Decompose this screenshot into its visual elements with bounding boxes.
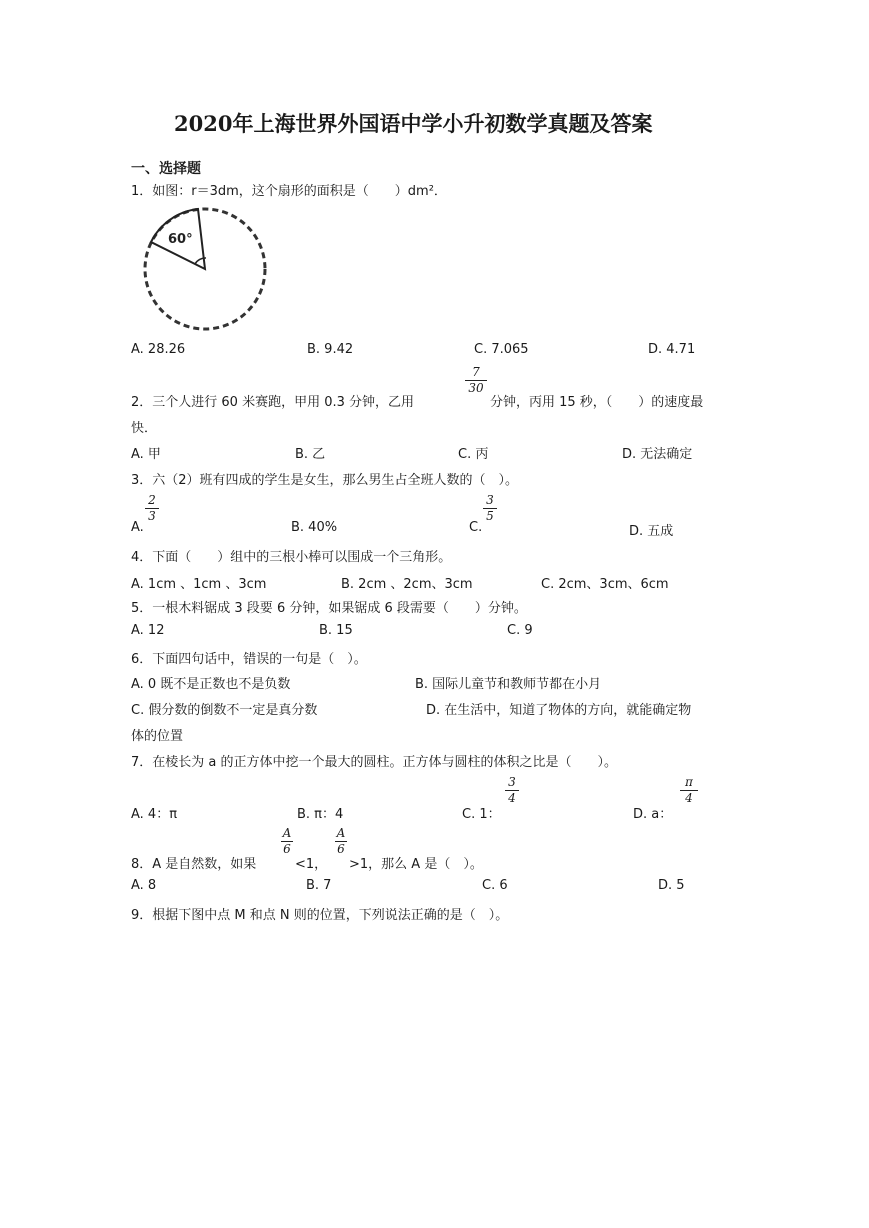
q7-option-b: B. π：4 (297, 807, 344, 822)
q5-option-b: B. 15 (319, 623, 353, 638)
q7-option-c: C. 1： (462, 807, 501, 822)
q7-option-a: A. 4：π (131, 807, 178, 822)
question-1-text: 1．如图：r＝3dm，这个扇形的面积是（ ）dm²． (131, 184, 447, 199)
q4-option-b: B. 2cm 、2cm、3cm (341, 577, 473, 592)
question-4-text: 4．下面（ ）组中的三根小棒可以围成一个三角形。 (131, 550, 452, 565)
q2-option-a: A. 甲 (131, 447, 161, 462)
question-9-text: 9．根据下图中点 M 和点 N 则的位置，下列说法正确的是（ ）。 (131, 908, 509, 923)
q1-option-c: C. 7.065 (474, 342, 529, 357)
q1-option-a: A. 28.26 (131, 342, 186, 357)
q2-fraction: 7 30 (465, 366, 487, 395)
question-7-text: 7．在棱长为 a 的正方体中挖一个最大的圆柱。正方体与圆柱的体积之比是（ ）。 (131, 755, 618, 770)
page-title: 2020年上海世界外国语中学小升初数学真题及答案 (174, 111, 653, 136)
question-2-post: 分钟，丙用 15 秒，（ ）的速度最 (490, 395, 704, 410)
q8-option-c: C. 6 (482, 878, 508, 893)
question-8-post: >1，那么 A 是（ ）。 (349, 857, 483, 872)
q2-option-b: B. 乙 (295, 447, 326, 462)
q4-option-c: C. 2cm、3cm、6cm (541, 577, 669, 592)
q8-fraction-1: A 6 (282, 826, 292, 856)
q6-option-d-cont: 体的位置 (131, 729, 184, 744)
q7-option-d: D. a： (633, 807, 673, 822)
q6-option-d: D. 在生活中，知道了物体的方向，就能确定物 (426, 703, 692, 718)
q5-option-c: C. 9 (507, 623, 533, 638)
q7-fraction-c: 3 4 (505, 776, 519, 805)
q8-option-d: D. 5 (658, 878, 685, 893)
question-8-mid: <1， (295, 857, 328, 872)
sector-figure (138, 201, 278, 341)
question-2-pre: 2．三个人进行 60 米赛跑，甲用 0.3 分钟，乙用 (131, 395, 415, 410)
q6-option-a: A. 0 既不是正数也不是负数 (131, 677, 291, 692)
q3-option-b: B. 40% (291, 520, 338, 535)
q3-option-a: A. (131, 520, 144, 535)
q7-fraction-d: π 4 (680, 776, 698, 805)
question-5-text: 5．一根木料锯成 3 段要 6 分钟，如果锯成 6 段需要（ ）分钟。 (131, 601, 527, 616)
q8-option-a: A. 8 (131, 878, 157, 893)
section-heading: 一、选择题 (131, 161, 201, 177)
q2-option-d: D. 无法确定 (622, 447, 693, 462)
q4-option-a: A. 1cm 、1cm 、3cm (131, 577, 267, 592)
q8-fraction-2: A 6 (336, 826, 346, 856)
q8-option-b: B. 7 (306, 878, 332, 893)
question-2-cont: 快． (131, 421, 158, 436)
q1-option-b: B. 9.42 (307, 342, 354, 357)
q1-option-d: D. 4.71 (648, 342, 696, 357)
question-6-text: 6．下面四句话中，错误的一句是（ ）。 (131, 652, 367, 667)
q3-option-d: D. 五成 (629, 524, 674, 539)
q3-fraction-a: 2 3 (145, 494, 159, 523)
question-3-text: 3．六（2）班有四成的学生是女生，那么男生占全班人数的（ ）。 (131, 473, 519, 488)
q6-option-b: B. 国际儿童节和教师节都在小月 (415, 677, 602, 692)
q3-fraction-c: 3 5 (483, 494, 497, 523)
q5-option-a: A. 12 (131, 623, 165, 638)
angle-label: 60° (168, 232, 193, 247)
q2-option-c: C. 丙 (458, 447, 489, 462)
question-8-pre: 8．A 是自然数，如果 (131, 857, 257, 872)
q6-option-c: C. 假分数的倒数不一定是真分数 (131, 703, 318, 718)
q3-option-c: C. (469, 520, 483, 535)
